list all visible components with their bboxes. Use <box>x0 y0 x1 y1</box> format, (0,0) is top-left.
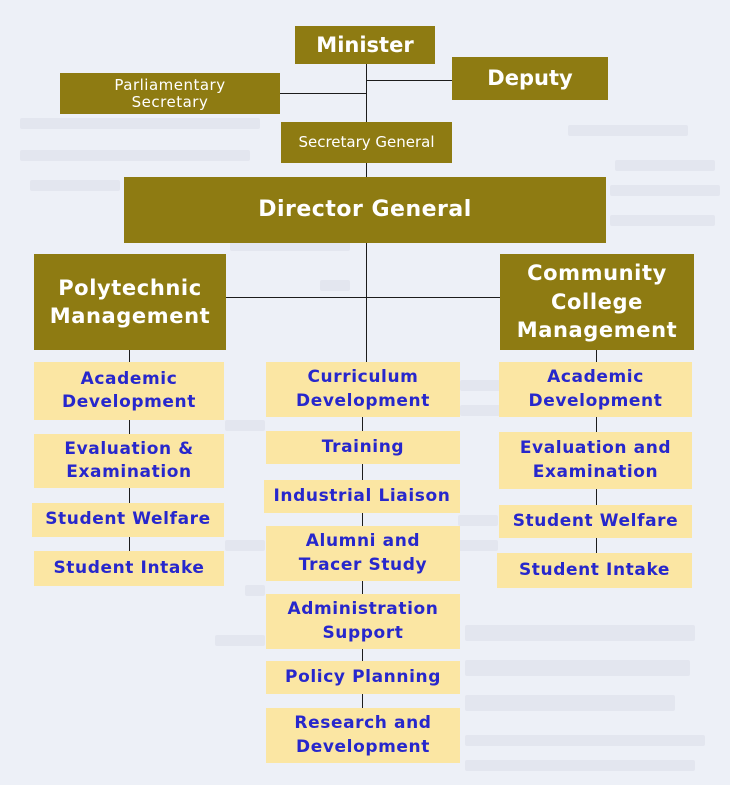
industrial-liaison-box: Industrial Liaison <box>264 480 460 513</box>
alumni-tracer-study-box: Alumni and Tracer Study <box>266 526 460 581</box>
polytechnic-management-box: Polytechnic Management <box>34 254 226 350</box>
cc-academic-development-box: Academic Development <box>499 362 692 417</box>
poly-student-welfare-box: Student Welfare <box>32 503 224 537</box>
policy-planning-box: Policy Planning <box>266 661 460 694</box>
cc-student-welfare-box: Student Welfare <box>499 505 692 538</box>
director-general-box: Director General <box>124 177 606 243</box>
deputy-box: Deputy <box>452 57 608 100</box>
cc-evaluation-examination-box: Evaluation and Examination <box>499 432 692 489</box>
poly-evaluation-examination-box: Evaluation & Examination <box>34 434 224 488</box>
secretary-general-box: Secretary General <box>281 122 452 163</box>
poly-student-intake-box: Student Intake <box>34 551 224 586</box>
parliamentary-secretary-box: Parliamentary Secretary <box>60 73 280 114</box>
administration-support-box: Administration Support <box>266 594 460 649</box>
training-box: Training <box>266 431 460 464</box>
cc-student-intake-box: Student Intake <box>497 553 692 588</box>
minister-box: Minister <box>295 26 435 64</box>
poly-academic-development-box: Academic Development <box>34 362 224 420</box>
community-college-management-box: Community College Management <box>500 254 694 350</box>
research-development-box: Research and Development <box>266 708 460 763</box>
curriculum-development-box: Curriculum Development <box>266 362 460 417</box>
